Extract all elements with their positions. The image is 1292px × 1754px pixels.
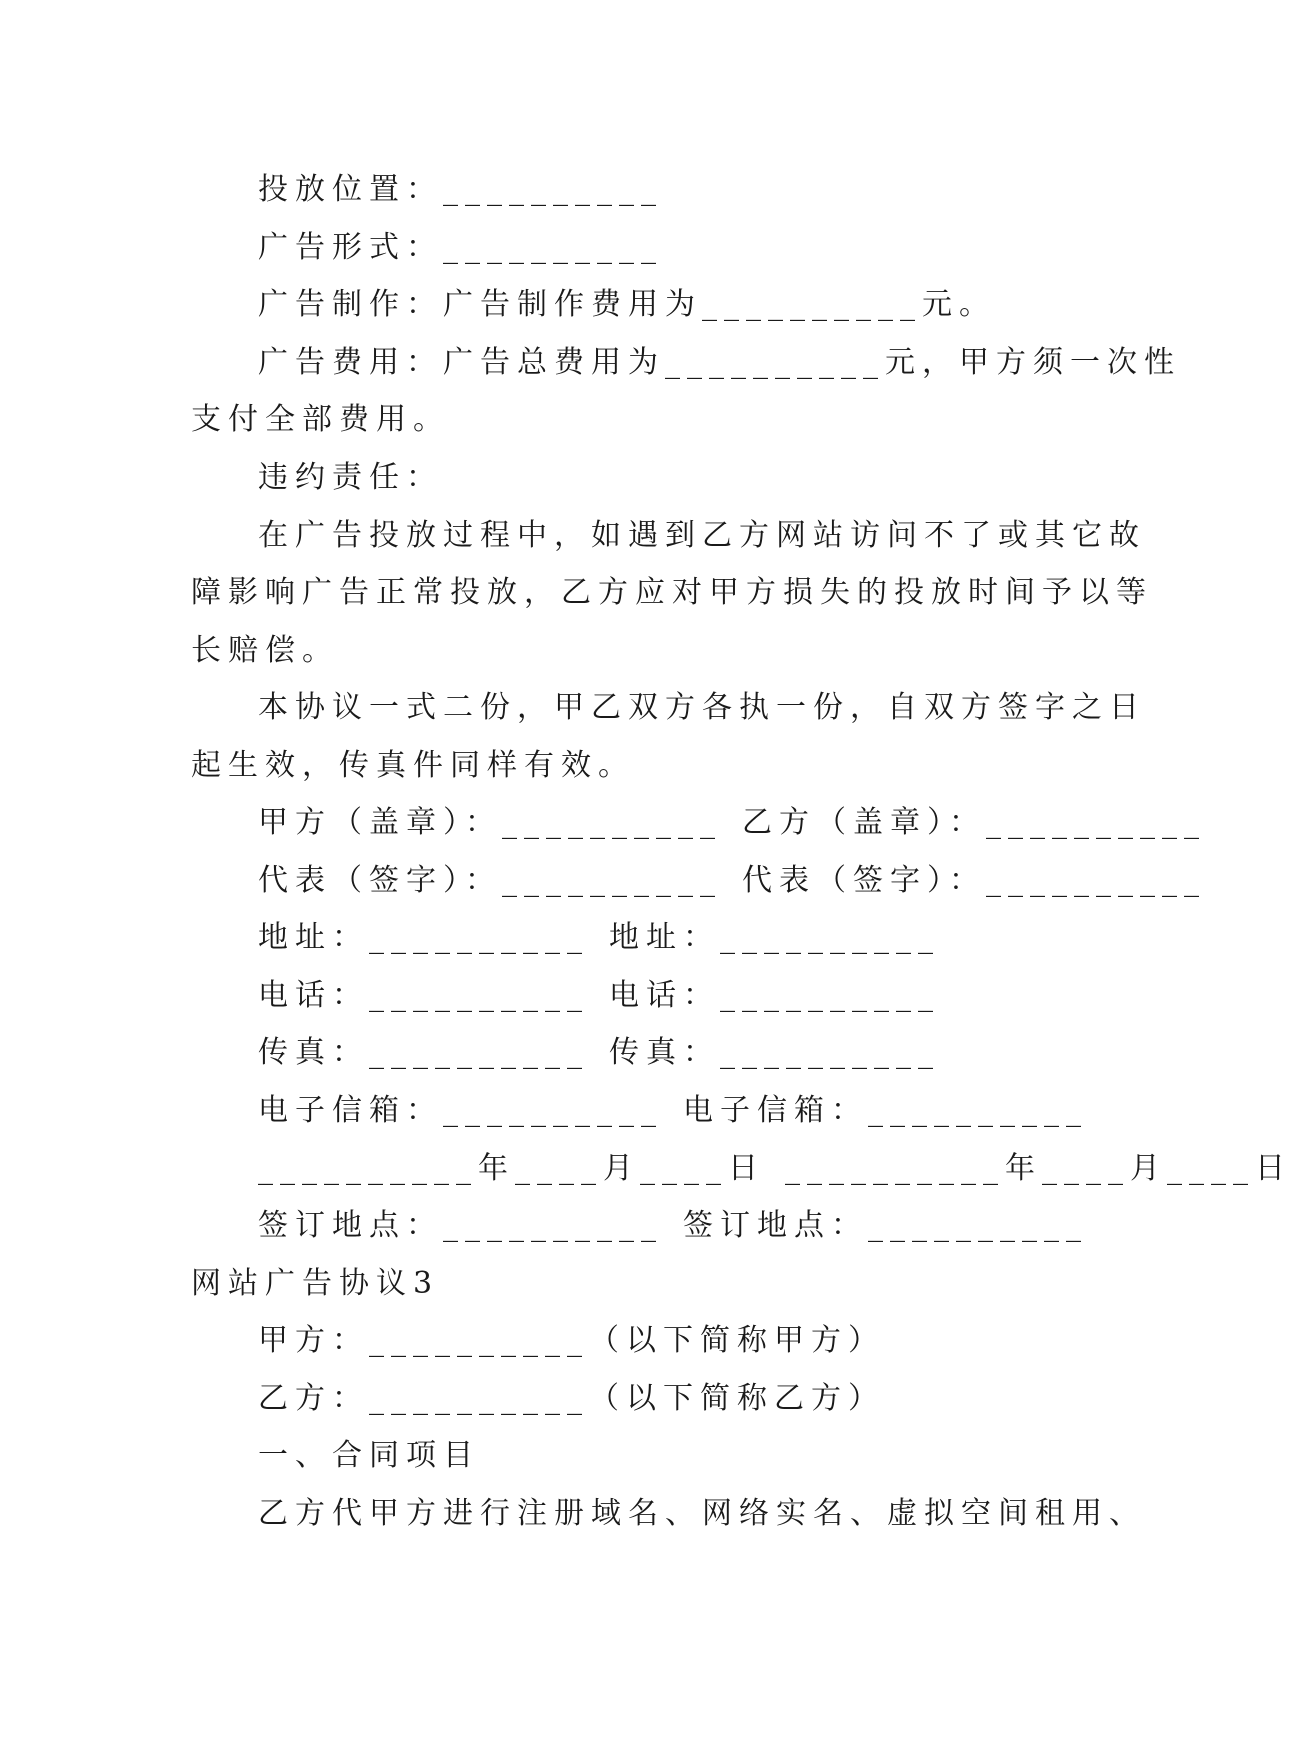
breach-paragraph-line-3: 长赔偿。 bbox=[191, 633, 339, 668]
party-b-representative: 代表（签字）：__________ bbox=[742, 863, 1206, 898]
ad-production-line: 广告制作：广告制作费用为__________元。 bbox=[258, 287, 996, 322]
breach-paragraph-line-1: 在广告投放过程中，如遇到乙方网站访问不了或其它故 bbox=[258, 518, 1146, 553]
breach-paragraph-line-2: 障影响广告正常投放，乙方应对甲方损失的投放时间予以等 bbox=[191, 575, 1153, 610]
party-b-signing-place: 签订地点：__________ bbox=[683, 1208, 1088, 1243]
phone-row bbox=[258, 976, 1138, 1016]
agreement-3-title: 网站广告协议3 bbox=[191, 1266, 440, 1301]
seal-row bbox=[258, 803, 1206, 843]
copies-paragraph-line-1: 本协议一式二份，甲乙双方各执一份，自双方签字之日 bbox=[258, 690, 1146, 725]
party-b-line: 乙方：__________（以下简称乙方） bbox=[258, 1381, 885, 1416]
party-b-seal: 乙方（盖章）：__________ bbox=[742, 805, 1206, 840]
email-row bbox=[258, 1091, 1138, 1131]
party-b-fax: 传真：__________ bbox=[609, 1035, 940, 1070]
copies-paragraph-line-2: 起生效，传真件同样有效。 bbox=[191, 748, 635, 783]
ad-fee-line: 广告费用：广告总费用为__________元，甲方须一次性 bbox=[258, 345, 1181, 380]
placement-location-line: 投放位置：__________ bbox=[258, 172, 663, 207]
address-row bbox=[258, 918, 1138, 958]
party-b-date: __________年____月____日 bbox=[785, 1151, 1292, 1186]
party-a-fax: 传真：__________ bbox=[258, 1035, 589, 1070]
signing-place-row bbox=[258, 1206, 1138, 1246]
section-1-heading: 一、合同项目 bbox=[258, 1438, 480, 1473]
ad-format-line: 广告形式：__________ bbox=[258, 230, 663, 265]
party-a-email: 电子信箱：__________ bbox=[258, 1093, 663, 1128]
party-a-address: 地址：__________ bbox=[258, 920, 589, 955]
party-a-line: 甲方：__________（以下简称甲方） bbox=[258, 1323, 885, 1358]
breach-liability-heading: 违约责任： bbox=[258, 460, 443, 495]
party-a-representative: 代表（签字）：__________ bbox=[258, 863, 722, 898]
party-a-seal: 甲方（盖章）：__________ bbox=[258, 805, 722, 840]
representative-row bbox=[258, 861, 1206, 901]
party-a-phone: 电话：__________ bbox=[258, 978, 589, 1013]
fax-row bbox=[258, 1033, 1138, 1073]
ad-fee-line-cont: 支付全部费用。 bbox=[191, 402, 450, 437]
date-row bbox=[258, 1149, 1292, 1189]
party-a-signing-place: 签订地点：__________ bbox=[258, 1208, 663, 1243]
party-a-date: __________年____月____日 bbox=[258, 1151, 765, 1186]
party-b-address: 地址：__________ bbox=[609, 920, 940, 955]
party-b-email: 电子信箱：__________ bbox=[683, 1093, 1088, 1128]
party-b-phone: 电话：__________ bbox=[609, 978, 940, 1013]
section-1-paragraph-line-1: 乙方代甲方进行注册域名、网络实名、虚拟空间租用、 bbox=[258, 1496, 1146, 1531]
